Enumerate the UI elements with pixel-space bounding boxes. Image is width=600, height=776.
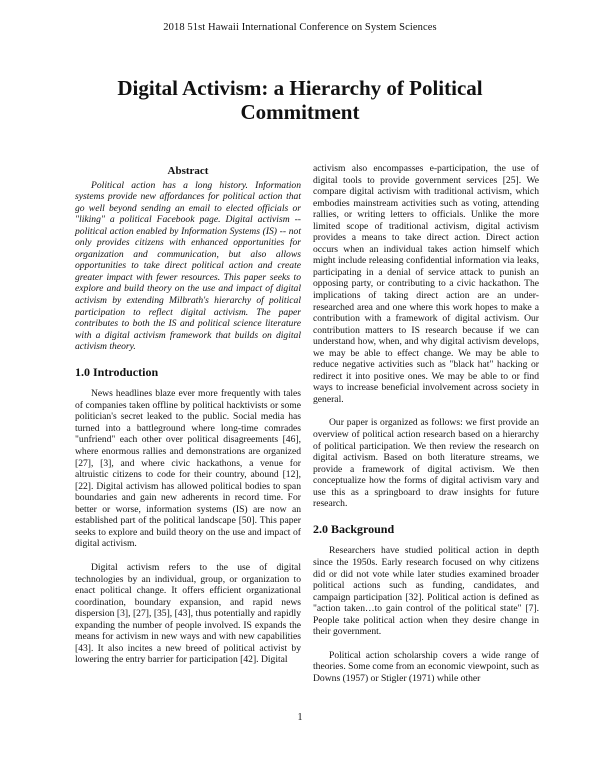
left-column xyxy=(75,163,301,666)
paper-title xyxy=(70,76,530,124)
introduction-paragraph-3: activism also encompasses e-participation, the use of digital tools to provide government services [25]. We compare digital activism with traditional activism, which embodies mainstream activities such as voting, attending rallies, or writing letters to officials. Unlike the more limited scope of traditional activism, digital activism provides a means to take direct action. Direct action occurs when an individual takes action himself which might include releasing confidential information via leaks, participating in a denial of service attack to punish an opposing party, or contributing to a civic hackathon. The implications of taking direct action are an under-researched area and one where this work hopes to make a contribution with a framework of digital activism. Our contribution matters to IS research because if we can understand how, when, and why digital activism develops, we may be able to effect change. We may be able to reduce negative activities such as "black hat" hacking or redirect it into positive ones. We may be able to or find ways to increase beneficial involvement across society in general. xyxy=(313,163,539,405)
introduction-heading: 1.0 Introduction xyxy=(75,364,159,379)
paper-title-line-1: Digital Activism: a Hierarchy of Political xyxy=(117,76,483,100)
abstract-body: Political action has a long history. Information systems provide new affordances for political action that go well beyond sending an email to elected officials or "liking" a political Facebook page. Digital activism -- political action enabled by Information Systems (IS) -- not only provides citizens with enhanced opportunities for organization and communication, but also allows opportunities to take direct political action and create greater impact with fewer resources. This paper seeks to explore and build theory on the use and impact of digital activism by extending Milbrath's hierarchy of political participation to reflect digital activism. The paper contributes to both the IS and political science literature with a digital activism framework that builds on digital activism theory. xyxy=(75,179,301,353)
background-heading: 2.0 Background xyxy=(313,521,395,536)
introduction-paragraph-4: Our paper is organized as follows: we first provide an overview of political action research based on a hierarchy of political participation. We then review the research on digital activism. Based on both literature streams, we provide a framework of digital activism. We then conceptualize how the forms of digital activism vary and use this as a springboard to draw insights for future research. xyxy=(313,417,539,510)
background-paragraph-1: Researchers have studied political action in depth since the 1950s. Early research focused on why citizens did or did not vote while later studies examined broader political actions such as funding, candidates, and campaign participation [32]. Political action is defined as "action taken…to gain control of the political state" [7]. People take political action when they desire change in their government. xyxy=(313,545,539,638)
introduction-paragraph-2: Digital activism refers to the use of digital technologies by an individual, group, or organization to enact political change. It offers efficient organizational coordination, boundary expansion, and rapid news dispersion [3], [27], [35], [43], thus potentially and rapidly expanding the number of people involved. IS expands the means for activism in new ways and with new capabilities [43]. It also incites a new breed of political activist by lowering the entry barrier for participation [42]. Digital xyxy=(75,561,301,666)
right-column xyxy=(313,163,539,684)
background-paragraph-2: Political action scholarship covers a wide range of theories. Some come from an economic viewpoint, such as Downs (1957) or Stigler (1971) while other xyxy=(313,649,539,684)
abstract-heading: Abstract xyxy=(167,165,209,177)
page-number: 1 xyxy=(297,712,303,723)
introduction-paragraph-1: News headlines blaze ever more frequently with tales of companies taken offline by political hacktivists or some politician's secret leaked to the public. Social media has turned into a battleground where long-time comrades "unfriend" each other over political disagreements [46], where enormous rallies and demonstrations are organized [27], [3], and where civic hackathons, a venue for altruistic citizens to code for their country, abound [12], [22]. Digital activism has allowed political bodies to span boundaries and gain new adherents in record time. For better or worse, information systems (IS) are now an established part of the political landscape [50]. This paper seeks to explore and build theory on the use and impact of digital activism. xyxy=(75,388,301,550)
conference-header: 2018 51st Hawaii International Conference on System Sciences xyxy=(163,22,437,33)
paper-title-line-2: Commitment xyxy=(240,100,360,124)
